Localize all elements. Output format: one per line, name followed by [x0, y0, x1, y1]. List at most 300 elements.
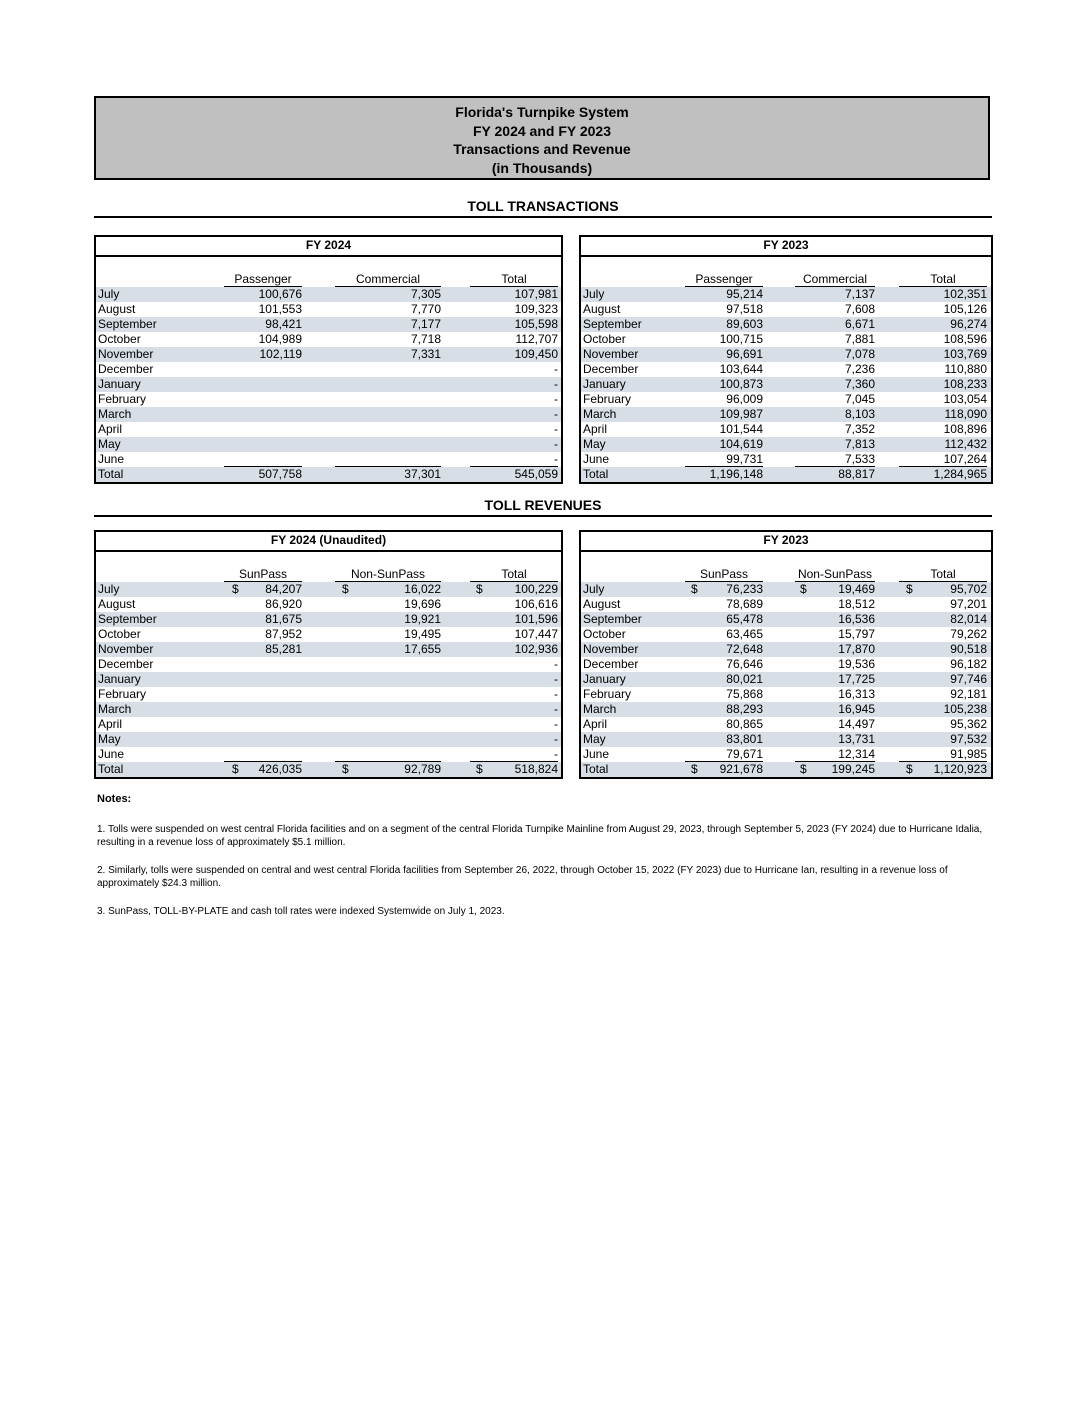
value-cell — [335, 407, 441, 422]
value-cell: - — [554, 672, 558, 686]
table-row — [581, 347, 991, 362]
month-label: May — [98, 437, 121, 451]
value-cell: 17,870 — [838, 642, 875, 656]
value-cell: 15,797 — [838, 627, 875, 641]
column-header-row — [96, 567, 561, 582]
month-label: May — [98, 732, 121, 746]
total-value: 1,284,965 — [933, 467, 987, 481]
month-label: August — [583, 302, 621, 316]
table-row — [96, 732, 561, 747]
value-cell: 7,813 — [844, 437, 875, 451]
table-row — [581, 407, 991, 422]
table-row — [96, 422, 561, 437]
month-label: December — [583, 362, 639, 376]
column-header-row — [96, 272, 561, 287]
table-row — [581, 392, 991, 407]
total-value: 1,120,923 — [933, 762, 987, 776]
value-cell: - — [554, 437, 558, 451]
month-label: November — [98, 347, 154, 361]
table-row — [581, 747, 991, 762]
table-row — [581, 597, 991, 612]
value-cell: 76,646 — [726, 657, 763, 671]
value-cell: 96,182 — [950, 657, 987, 671]
table-row — [581, 302, 991, 317]
value-cell: 80,021 — [726, 672, 763, 686]
value-cell: 19,536 — [838, 657, 875, 671]
month-label: November — [583, 347, 639, 361]
value-cell: - — [554, 657, 558, 671]
table-row — [581, 717, 991, 732]
value-cell — [224, 452, 302, 467]
value-cell: 81,675 — [265, 612, 302, 626]
value-cell: - — [554, 687, 558, 701]
value-cell: 108,596 — [943, 332, 987, 346]
table-row — [96, 437, 561, 452]
total-row — [96, 467, 561, 482]
month-label: January — [98, 672, 141, 686]
table-row — [581, 627, 991, 642]
value-cell: 19,495 — [404, 627, 441, 641]
table-row — [581, 582, 991, 597]
value-cell: 78,689 — [726, 597, 763, 611]
value-cell: 7,352 — [844, 422, 875, 436]
table-row — [96, 642, 561, 657]
value-cell: 17,725 — [838, 672, 875, 686]
table-row — [96, 332, 561, 347]
value-cell: 7,533 — [795, 452, 875, 467]
table-row — [96, 392, 561, 407]
value-cell: 103,644 — [719, 362, 763, 376]
value-cell: 7,305 — [410, 287, 441, 301]
value-cell — [335, 392, 441, 407]
value-cell: - — [554, 702, 558, 716]
value-cell: 101,544 — [719, 422, 763, 436]
month-label: June — [98, 452, 125, 466]
column-header: Passenger — [224, 272, 302, 287]
column-header: Total — [470, 567, 558, 582]
table-row — [96, 302, 561, 317]
total-label: Total — [583, 467, 609, 481]
value-cell: 87,952 — [265, 627, 302, 641]
table-row — [581, 287, 991, 302]
value-cell: 106,616 — [514, 597, 558, 611]
value-cell — [224, 732, 302, 747]
month-label: October — [98, 627, 141, 641]
value-cell: 7,608 — [844, 302, 875, 316]
column-header: Passenger — [685, 272, 763, 287]
column-header: Total — [470, 272, 558, 287]
table-row — [581, 332, 991, 347]
value-cell: 7,770 — [410, 302, 441, 316]
month-label: January — [583, 672, 626, 686]
total-value: 88,817 — [838, 467, 875, 481]
value-cell: 88,293 — [726, 702, 763, 716]
header-line-4: (in Thousands) — [491, 159, 593, 176]
currency-symbol: $ — [232, 582, 239, 596]
column-header: Commercial — [795, 272, 875, 287]
table-row — [96, 672, 561, 687]
column-header-row — [581, 272, 991, 287]
value-cell: 105,238 — [943, 702, 987, 716]
value-cell: 7,331 — [410, 347, 441, 361]
value-cell: 72,648 — [726, 642, 763, 656]
value-cell: 91,985 — [899, 747, 987, 762]
month-label: February — [583, 392, 632, 406]
month-label: November — [98, 642, 154, 656]
value-cell: - — [554, 407, 558, 421]
value-cell: - — [554, 392, 558, 406]
month-label: August — [98, 597, 136, 611]
month-label: July — [583, 287, 605, 301]
value-cell: 96,009 — [726, 392, 763, 406]
table-row — [581, 362, 991, 377]
value-cell: 95,214 — [726, 287, 763, 301]
total-value: 545,059 — [514, 467, 558, 481]
total-label: Total — [98, 762, 124, 776]
header-line-1: Florida's Turnpike System — [455, 104, 629, 120]
value-cell: 7,078 — [844, 347, 875, 361]
value-cell: 105,598 — [514, 317, 558, 331]
table-revenues-fy2024 — [94, 530, 563, 779]
value-cell: 83,801 — [726, 732, 763, 746]
table-row — [96, 317, 561, 332]
month-label: March — [583, 407, 617, 421]
value-cell: 89,603 — [726, 317, 763, 331]
table-row — [581, 687, 991, 702]
table-row — [96, 612, 561, 627]
table-row — [581, 377, 991, 392]
value-cell: 100,715 — [719, 332, 763, 346]
table-row — [96, 287, 561, 302]
table-spacer — [581, 552, 991, 567]
value-cell: 19,921 — [404, 612, 441, 626]
value-cell — [224, 657, 302, 672]
currency-symbol: $ — [691, 582, 698, 596]
column-header: SunPass — [685, 567, 763, 582]
currency-symbol: $ — [906, 762, 913, 776]
value-cell: 100,229 — [514, 582, 558, 596]
notes-title: Notes: — [97, 793, 132, 805]
value-cell: 7,718 — [410, 332, 441, 346]
value-cell — [335, 437, 441, 452]
table-row — [581, 422, 991, 437]
table-spacer — [96, 552, 561, 567]
table-row — [96, 657, 561, 672]
value-cell: 102,351 — [943, 287, 987, 301]
table-row — [581, 452, 991, 467]
value-cell: 82,014 — [950, 612, 987, 626]
total-value: 426,035 — [258, 762, 302, 776]
value-cell: 99,731 — [685, 452, 763, 467]
month-label: March — [98, 407, 132, 421]
value-cell: 97,518 — [726, 302, 763, 316]
month-label: September — [98, 612, 157, 626]
value-cell — [224, 672, 302, 687]
value-cell: 6,671 — [844, 317, 875, 331]
value-cell — [335, 732, 441, 747]
currency-symbol: $ — [476, 582, 483, 596]
table-row — [96, 362, 561, 377]
value-cell: 17,655 — [404, 642, 441, 656]
value-cell: 84,207 — [265, 582, 302, 596]
value-cell: 108,896 — [943, 422, 987, 436]
note-1: 1. Tolls were suspended on west central Florida facilities and on a segment of the central Florida Turnpike Mainline from August 29, 2023, through September 5, 2023 (FY 2024) due to Hurricane Idalia, resulting in a revenue loss of approximately $5.1 million. — [97, 824, 983, 848]
column-header: Non-SunPass — [335, 567, 441, 582]
total-value: 1,196,148 — [709, 467, 763, 481]
value-cell: 86,920 — [265, 597, 302, 611]
value-cell: 97,532 — [950, 732, 987, 746]
value-cell: - — [470, 452, 558, 467]
month-label: November — [583, 642, 639, 656]
value-cell — [224, 362, 302, 377]
currency-symbol: $ — [342, 762, 349, 776]
value-cell: 101,596 — [514, 612, 558, 626]
currency-symbol: $ — [906, 582, 913, 596]
value-cell: 104,989 — [258, 332, 302, 346]
total-value: 37,301 — [404, 467, 441, 481]
table-row — [96, 347, 561, 362]
value-cell: 107,447 — [514, 627, 558, 641]
value-cell: 97,746 — [950, 672, 987, 686]
value-cell: 79,671 — [685, 747, 763, 762]
table-row — [96, 687, 561, 702]
table-row — [96, 717, 561, 732]
month-label: March — [583, 702, 617, 716]
table-row — [581, 732, 991, 747]
month-label: June — [98, 747, 125, 761]
total-row — [96, 762, 561, 777]
value-cell: 7,137 — [844, 287, 875, 301]
currency-symbol: $ — [342, 582, 349, 596]
table-row — [96, 582, 561, 597]
month-label: March — [98, 702, 132, 716]
table-spacer — [581, 257, 991, 272]
value-cell: 96,691 — [726, 347, 763, 361]
value-cell: 103,769 — [943, 347, 987, 361]
value-cell: - — [554, 377, 558, 391]
table-row — [96, 597, 561, 612]
value-cell: 112,707 — [515, 332, 558, 346]
value-cell: 8,103 — [844, 407, 875, 421]
value-cell: 110,880 — [944, 362, 987, 376]
value-cell — [224, 717, 302, 732]
value-cell: 80,865 — [726, 717, 763, 731]
total-label: Total — [98, 467, 124, 481]
month-label: February — [98, 687, 147, 701]
column-header: Commercial — [335, 272, 441, 287]
table-revenues-fy2023 — [579, 530, 993, 779]
table-row — [96, 702, 561, 717]
value-cell: 102,936 — [514, 642, 558, 656]
month-label: September — [583, 317, 642, 331]
month-label: January — [98, 377, 141, 391]
note-3: 3. SunPass, TOLL-BY-PLATE and cash toll rates were indexed Systemwide on July 1, 2023. — [97, 906, 505, 917]
table-transactions-fy2023 — [579, 235, 993, 484]
value-cell: 14,497 — [838, 717, 875, 731]
table-title: FY 2024 (Unaudited) — [96, 532, 561, 552]
value-cell: 100,873 — [719, 377, 763, 391]
month-label: October — [98, 332, 141, 346]
value-cell — [335, 672, 441, 687]
table-spacer — [96, 257, 561, 272]
value-cell: 16,536 — [838, 612, 875, 626]
value-cell: 107,264 — [899, 452, 987, 467]
currency-symbol: $ — [232, 762, 239, 776]
month-label: April — [98, 422, 123, 436]
value-cell: 7,177 — [410, 317, 441, 331]
value-cell — [224, 422, 302, 437]
value-cell: 105,126 — [943, 302, 987, 316]
month-label: May — [583, 732, 606, 746]
table-title: FY 2023 — [581, 237, 991, 257]
total-row — [581, 762, 991, 777]
table-row — [581, 437, 991, 452]
month-label: January — [583, 377, 626, 391]
value-cell: - — [470, 747, 558, 762]
month-label: July — [98, 582, 120, 596]
value-cell: 103,054 — [943, 392, 987, 406]
total-value: 507,758 — [258, 467, 302, 481]
value-cell: 100,676 — [258, 287, 302, 301]
value-cell: 79,262 — [950, 627, 987, 641]
value-cell: - — [554, 732, 558, 746]
table-title: FY 2023 — [581, 532, 991, 552]
value-cell: 19,469 — [838, 582, 875, 596]
value-cell — [224, 392, 302, 407]
value-cell: 108,233 — [943, 377, 987, 391]
toll-revenues-title: TOLL REVENUES — [94, 497, 992, 517]
value-cell: 98,421 — [265, 317, 302, 331]
month-label: December — [583, 657, 639, 671]
value-cell: - — [554, 422, 558, 436]
value-cell — [335, 747, 441, 762]
column-header: Non-SunPass — [795, 567, 875, 582]
month-label: May — [583, 437, 606, 451]
value-cell — [335, 702, 441, 717]
value-cell: 97,201 — [950, 597, 987, 611]
value-cell: 107,981 — [514, 287, 558, 301]
value-cell: 85,281 — [265, 642, 302, 656]
value-cell: 90,518 — [950, 642, 987, 656]
table-row — [96, 452, 561, 467]
value-cell — [224, 702, 302, 717]
month-label: October — [583, 332, 626, 346]
currency-symbol: $ — [476, 762, 483, 776]
month-label: December — [98, 362, 154, 376]
total-label: Total — [583, 762, 609, 776]
month-label: July — [98, 287, 120, 301]
value-cell: 65,478 — [726, 612, 763, 626]
value-cell — [224, 747, 302, 762]
table-row — [581, 657, 991, 672]
report-header — [94, 96, 990, 180]
month-label: April — [98, 717, 123, 731]
value-cell — [335, 717, 441, 732]
header-line-3: Transactions and Revenue — [453, 141, 631, 157]
value-cell: 12,314 — [795, 747, 875, 762]
month-label: April — [583, 717, 608, 731]
value-cell — [224, 407, 302, 422]
value-cell: 95,362 — [950, 717, 987, 731]
value-cell — [335, 687, 441, 702]
value-cell: 109,450 — [514, 347, 558, 361]
header-line-2: FY 2024 and FY 2023 — [472, 122, 611, 139]
value-cell — [335, 452, 441, 467]
total-value: 518,824 — [514, 762, 558, 776]
month-label: July — [583, 582, 605, 596]
value-cell — [224, 687, 302, 702]
column-header: SunPass — [224, 567, 302, 582]
value-cell: 95,702 — [950, 582, 987, 596]
column-header: Total — [899, 567, 987, 582]
value-cell: 112,432 — [944, 437, 987, 451]
value-cell: 16,313 — [838, 687, 875, 701]
value-cell: 16,022 — [404, 582, 441, 596]
column-header-row — [581, 567, 991, 582]
value-cell: 13,731 — [838, 732, 875, 746]
value-cell: 101,553 — [258, 302, 302, 316]
toll-transactions-title: TOLL TRANSACTIONS — [94, 198, 992, 218]
table-title: FY 2024 — [96, 237, 561, 257]
month-label: February — [98, 392, 147, 406]
value-cell: - — [554, 717, 558, 731]
table-row — [581, 612, 991, 627]
value-cell: 92,181 — [950, 687, 987, 701]
note-2: 2. Similarly, tolls were suspended on central and west central Florida facilities from September 26, 2022, through October 15, 2022 (FY 2023) due to Hurricane Ian, resulting in a revenue loss of approximately $24.3 million. — [97, 865, 948, 889]
value-cell — [224, 437, 302, 452]
month-label: September — [98, 317, 157, 331]
value-cell — [335, 657, 441, 672]
value-cell: 109,323 — [514, 302, 558, 316]
table-row — [96, 377, 561, 392]
value-cell: 118,090 — [944, 407, 987, 421]
value-cell: 7,045 — [844, 392, 875, 406]
month-label: August — [583, 597, 621, 611]
value-cell: 7,360 — [844, 377, 875, 391]
table-row — [96, 627, 561, 642]
table-row — [96, 747, 561, 762]
value-cell — [224, 377, 302, 392]
table-row — [581, 642, 991, 657]
value-cell: 63,465 — [726, 627, 763, 641]
table-transactions-fy2024 — [94, 235, 563, 484]
total-row — [581, 467, 991, 482]
month-label: September — [583, 612, 642, 626]
currency-symbol: $ — [691, 762, 698, 776]
currency-symbol: $ — [800, 762, 807, 776]
column-header: Total — [899, 272, 987, 287]
month-label: February — [583, 687, 632, 701]
total-value: 199,245 — [831, 762, 875, 776]
value-cell: 7,881 — [844, 332, 875, 346]
value-cell — [335, 362, 441, 377]
value-cell: 16,945 — [838, 702, 875, 716]
value-cell: - — [554, 362, 558, 376]
total-value: 921,678 — [719, 762, 763, 776]
value-cell: 76,233 — [726, 582, 763, 596]
value-cell: 75,868 — [726, 687, 763, 701]
month-label: August — [98, 302, 136, 316]
value-cell: 109,987 — [719, 407, 763, 421]
month-label: June — [583, 747, 610, 761]
month-label: April — [583, 422, 608, 436]
table-row — [581, 672, 991, 687]
value-cell: 104,619 — [719, 437, 763, 451]
currency-symbol: $ — [800, 582, 807, 596]
month-label: October — [583, 627, 626, 641]
total-value: 92,789 — [404, 762, 441, 776]
table-row — [581, 702, 991, 717]
